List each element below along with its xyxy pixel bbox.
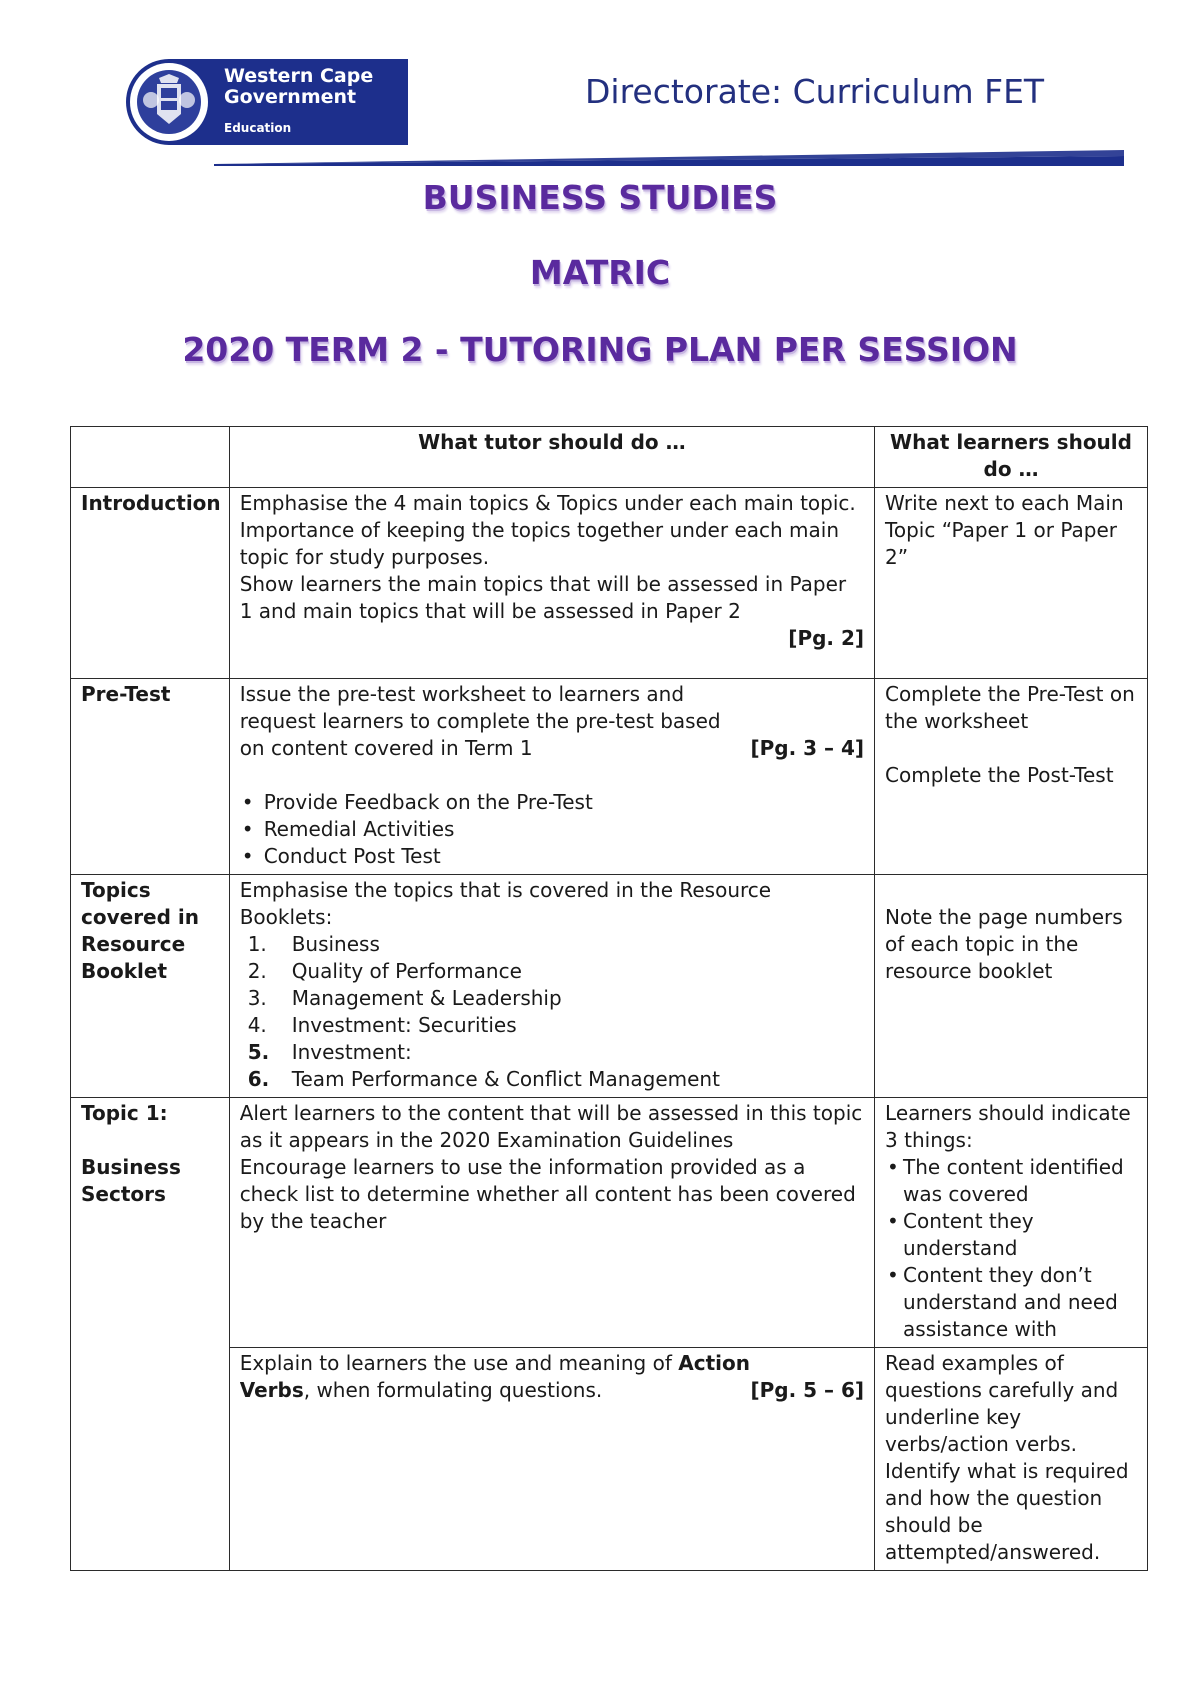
topics-tutor-cell: [229, 875, 874, 1098]
row-label-topic-1: [71, 1098, 230, 1571]
header-tutor: What tutor should do …: [229, 427, 874, 488]
list-item: • Conduct Post Test: [264, 843, 864, 870]
tutoring-plan-table: [70, 426, 1148, 1571]
list-item: • Provide Feedback on the Pre-Test: [264, 789, 864, 816]
actionverbs-tutor-para: [240, 1350, 864, 1404]
table-header-row: [71, 427, 1148, 488]
table-row: [71, 1098, 1148, 1348]
header-learners: What learners should do …: [875, 427, 1148, 488]
topic1-label-line1: Topic 1:: [81, 1101, 168, 1125]
pretest-learner-text1: Complete the Pre-Test on the worksheet: [885, 682, 1135, 733]
plan-title: 2020 TERM 2 - TUTORING PLAN PER SESSION: [182, 330, 1018, 369]
list-item: • The content identified was covered: [903, 1154, 1137, 1208]
topic1-label-line2: Business Sectors: [81, 1155, 181, 1206]
intro-learner-cell: Write next to each Main Topic “Paper 1 or Paper 2”: [875, 488, 1148, 679]
list-item: [240, 1012, 864, 1039]
directorate-heading: Directorate: Curriculum FET: [585, 72, 1045, 111]
coat-of-arms-icon: [130, 63, 208, 141]
actionverbs-text-pre: Explain to learners the use and meaning of: [239, 1351, 679, 1375]
intro-tutor-text1: Emphasise the 4 main topics & Topics under each main topic. Importance of keeping the topics together under each main topic for study purposes.: [239, 491, 856, 569]
actionverbs-tutor-cell: [229, 1348, 874, 1571]
topic-number: 6.: [247, 1067, 270, 1091]
row-label-topics: Topics covered in Resource Booklet: [71, 875, 230, 1098]
table-row: [71, 875, 1148, 1098]
topic-number: 4.: [247, 1013, 267, 1037]
topic-text: Team Performance & Conflict Management: [291, 1067, 720, 1091]
topic-text: Business: [291, 932, 380, 956]
list-item: [240, 958, 864, 985]
intro-tutor-text2: Show learners the main topics that will be assessed in Paper 1 and main topics that will be assessed in Paper 2: [239, 572, 847, 623]
topic1-learner-cell: [875, 1098, 1148, 1348]
topic-text: Management & Leadership: [291, 986, 562, 1010]
grade-title: MATRIC: [529, 253, 671, 292]
row-label-pre-test: Pre-Test: [71, 679, 230, 875]
list-item: • Content they don’t understand and need assistance with: [903, 1262, 1137, 1343]
actionverbs-page-ref: [Pg. 5 – 6]: [750, 1378, 865, 1402]
list-item: [240, 931, 864, 958]
intro-tutor-cell: [229, 488, 874, 679]
list-item: • Content they understand: [903, 1208, 1137, 1262]
action-verbs-term: Action Verbs: [239, 1351, 750, 1402]
topic-text: Investment: Securities: [291, 1013, 517, 1037]
topic-text: Quality of Performance: [291, 959, 522, 983]
intro-page-ref: [Pg. 2]: [788, 626, 865, 650]
topic1-learner-intro: Learners should indicate 3 things:: [885, 1101, 1131, 1152]
topics-learner-cell: [875, 875, 1148, 1098]
list-item: [240, 1066, 864, 1093]
pretest-tutor-para: [240, 681, 864, 762]
topics-tutor-text: Emphasise the topics that is covered in the Resource Booklets:: [239, 878, 772, 929]
wcg-logo: [126, 59, 408, 145]
header-rule: [214, 148, 1124, 166]
topics-learner-text: Note the page numbers of each topic in the resource booklet: [885, 905, 1123, 983]
pretest-bullet-list: [240, 789, 864, 870]
pretest-tutor-text: Issue the pre-test worksheet to learners and request learners to complete the pre-test based on content covered in Term 1: [239, 682, 721, 760]
logo-text-western-cape: Western Cape: [224, 65, 374, 87]
topic-text: Investment:: [291, 1040, 412, 1064]
pretest-learner-text2: Complete the Post-Test: [885, 763, 1114, 787]
pretest-tutor-cell: [229, 679, 874, 875]
topic1-tutor-cell: [229, 1098, 874, 1348]
logo-text-government: Government: [224, 86, 357, 108]
topic-number: 3.: [247, 986, 267, 1010]
list-item: [240, 985, 864, 1012]
topic-number: 1.: [247, 932, 267, 956]
logo-text-education: Education: [224, 121, 292, 135]
subject-title: BUSINESS STUDIES: [422, 178, 778, 217]
topic1-tutor-text1: Alert learners to the content that will be assessed in this topic as it appears in the 2020 Examination Guidelines: [239, 1101, 863, 1152]
topic1-tutor-text2: Encourage learners to use the information provided as a check list to determine whether all content has been covered by the teacher: [239, 1155, 856, 1233]
table-row: [71, 488, 1148, 679]
topic-number: 2.: [247, 959, 267, 983]
actionverbs-text-post: , when formulating questions.: [303, 1378, 603, 1402]
pretest-page-ref: [Pg. 3 – 4]: [750, 736, 865, 760]
pretest-learner-cell: [875, 679, 1148, 875]
actionverbs-learner-cell: Read examples of questions carefully and underline key verbs/action verbs. Identify what is required and how the question should be attempted/answered.: [875, 1348, 1148, 1571]
table-row: [71, 679, 1148, 875]
table-row: [71, 1348, 1148, 1571]
header-blank: [71, 427, 230, 488]
row-label-introduction: Introduction: [71, 488, 230, 679]
topics-numbered-list: [240, 931, 864, 1093]
topic1-learner-list: [885, 1154, 1137, 1343]
list-item: [240, 1039, 864, 1066]
topic-number: 5.: [247, 1040, 270, 1064]
list-item: • Remedial Activities: [264, 816, 864, 843]
